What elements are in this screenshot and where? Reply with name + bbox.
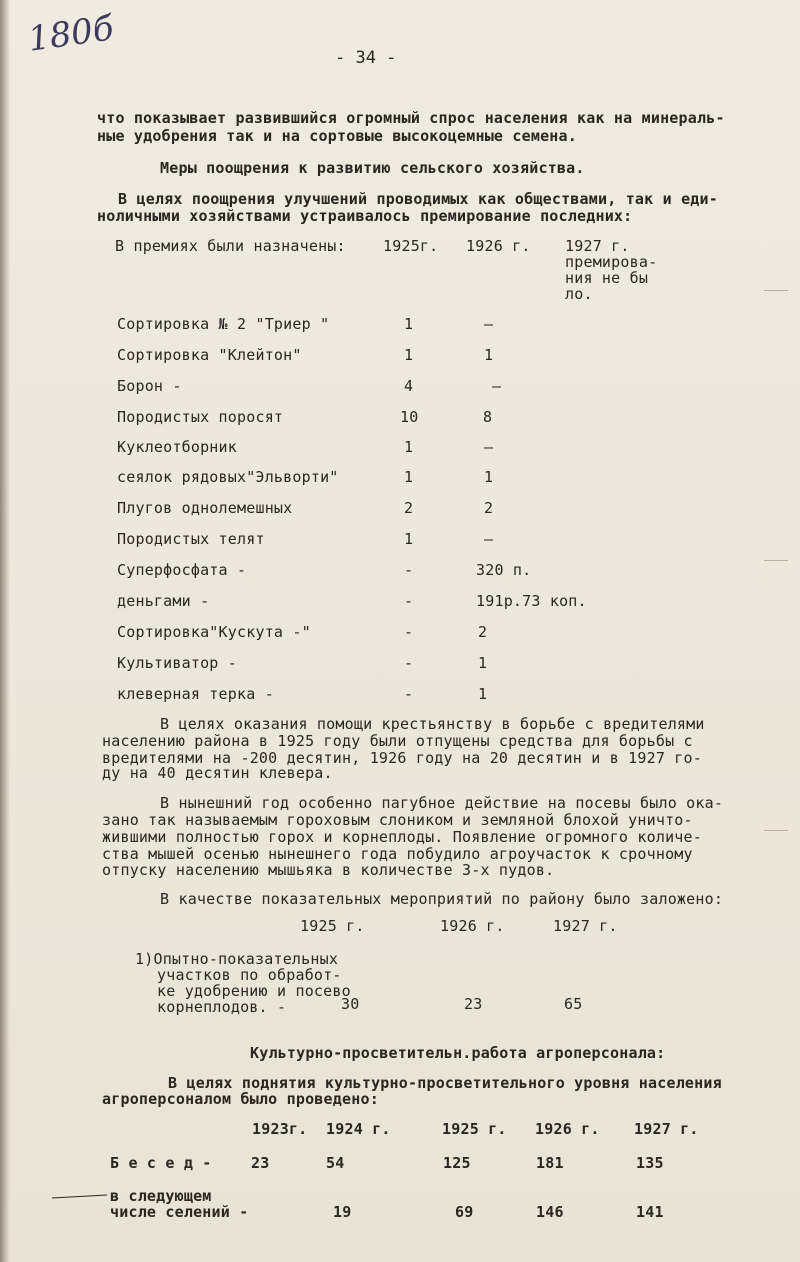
- premium-item: Породистых поросят: [117, 408, 284, 426]
- paragraph-line: вредителями на -200 десятин, 1926 году на 20 десятин и в 1927 го-: [102, 749, 702, 767]
- premium-1926: 1: [484, 346, 494, 364]
- premium-1925: 1: [404, 530, 414, 548]
- paragraph-line: отпуску населению мышьяка в количестве 3-х пудов.: [102, 861, 555, 879]
- premium-1925: 1: [404, 468, 414, 486]
- handwritten-archive-number: 180б: [25, 8, 117, 60]
- paragraph-line: В целях поощрения улучшений проводимых как обществами, так и еди-: [118, 190, 718, 208]
- premium-header-1927: ло.: [565, 285, 593, 303]
- premium-1926: –: [484, 438, 494, 456]
- premium-1925: 1: [404, 346, 414, 364]
- premium-1925: -: [404, 561, 414, 579]
- demo-value-1925: 30: [341, 995, 360, 1013]
- talks-value: 141: [636, 1203, 664, 1221]
- talks-value: 135: [636, 1154, 664, 1172]
- premium-1926: 2: [484, 499, 494, 517]
- talks-value: 54: [326, 1154, 345, 1172]
- margin-mark: [764, 830, 788, 831]
- talks-header-1924: 1924 г.: [326, 1120, 391, 1138]
- premium-item: Плугов однолемешных: [117, 499, 293, 517]
- premium-1926: –: [492, 377, 502, 395]
- premium-1925: 4: [404, 377, 414, 395]
- paragraph-line: ноличными хозяйствами устраивалось премирование последних:: [97, 207, 633, 225]
- premium-1925: -: [404, 592, 414, 610]
- paragraph-line: зано так называемым гороховым слоником и земляной блохой уничто-: [102, 811, 693, 829]
- talks-value: 23: [251, 1154, 270, 1172]
- intro-line: что показывает развившийся огромный спрос населения как на минераль-: [97, 109, 725, 127]
- premium-1926: 1: [484, 468, 494, 486]
- paragraph-line: ду на 40 десятин клевера.: [102, 764, 333, 782]
- premium-item: Сортировка "Клейтон": [117, 346, 302, 364]
- premium-1925: -: [404, 654, 414, 672]
- talks-value: 125: [443, 1154, 471, 1172]
- section-title: Культурно-просветительн.работа агроперсонала:: [250, 1044, 666, 1062]
- page-number: - 34 -: [335, 48, 397, 68]
- margin-mark: [764, 290, 788, 291]
- talks-row-label: Б е с е д -: [110, 1154, 212, 1172]
- premium-item: Куклеотборник: [117, 438, 237, 456]
- margin-mark: [764, 560, 788, 561]
- paragraph-line: жившими полностью горох и корнеплоды. Появление огромного количе-: [102, 828, 702, 846]
- demo-value-1927: 65: [564, 995, 583, 1013]
- paragraph-line: агроперсоналом было проведено:: [102, 1090, 379, 1108]
- premium-1925: 1: [404, 315, 414, 333]
- talks-value: 146: [536, 1203, 564, 1221]
- premium-item: Суперфосфата -: [117, 561, 247, 579]
- premium-header-1927: премирова-: [565, 253, 658, 271]
- talks-value: 19: [333, 1203, 352, 1221]
- premium-1926: 191р.73 коп.: [476, 592, 587, 610]
- premium-item: Породистых телят: [117, 530, 265, 548]
- premium-1925: 1: [404, 438, 414, 456]
- demo-value-1926: 23: [464, 995, 483, 1013]
- demo-header-1925: 1925 г.: [300, 917, 365, 935]
- talks-header-1925: 1925 г.: [442, 1120, 507, 1138]
- premium-1925: 10: [400, 408, 419, 426]
- talks-value: 69: [455, 1203, 474, 1221]
- paragraph-line: В целях поднятия культурно-просветительного уровня населения: [168, 1074, 722, 1092]
- talks-header-1927: 1927 г.: [634, 1120, 699, 1138]
- premium-header-1927: 1927 г.: [565, 237, 630, 255]
- premium-1926: 320 п.: [476, 561, 532, 579]
- premium-item: Сортировка № 2 "Триер ": [117, 315, 330, 333]
- premium-1925: 2: [404, 499, 414, 517]
- premium-1926: 2: [478, 623, 488, 641]
- intro-line: ные удобрения так и на сортовые высокоцемные семена.: [97, 127, 577, 145]
- demo-item-line: участков по обработ-: [157, 966, 342, 984]
- premium-1925: -: [404, 623, 414, 641]
- premium-header-1927: ния не бы: [565, 269, 649, 287]
- talks-row-label: числе селений -: [110, 1203, 249, 1221]
- premium-header-1925: 1925г.: [383, 237, 439, 255]
- premium-item: Сортировка"Кускута -": [117, 623, 311, 641]
- premium-1926: 8: [483, 408, 493, 426]
- talks-header-1923: 1923г.: [252, 1120, 308, 1138]
- margin-pen-stroke: [52, 1195, 107, 1199]
- talks-header-1926: 1926 г.: [535, 1120, 600, 1138]
- paragraph-line: ства мышей осенью нынешнего года побудило агроучасток к срочному: [102, 845, 693, 863]
- paragraph-line: населению района в 1925 году были отпущены средства для борьбы с: [102, 732, 693, 750]
- premium-item: Борон -: [117, 377, 182, 395]
- premium-item: деньгами -: [117, 592, 210, 610]
- paragraph-line: В целях оказания помощи крестьянству в борьбе с вредителями: [160, 715, 705, 733]
- demo-item-line: 1)Опытно-показательных: [135, 950, 339, 968]
- talks-row-label: в следующем: [110, 1187, 212, 1205]
- premium-1926: –: [484, 315, 494, 333]
- premium-1926: –: [484, 530, 494, 548]
- paragraph-line: В нынешний год особенно пагубное действие на посевы было ока-: [160, 794, 724, 812]
- premium-1925: -: [404, 685, 414, 703]
- demo-item-line: ке удобрению и посево: [157, 982, 351, 1000]
- premium-item: Культиватор -: [117, 654, 237, 672]
- paragraph-line: В качестве показательных мероприятий по району было заложено:: [160, 890, 724, 908]
- premium-item: клеверная терка -: [117, 685, 274, 703]
- section-title: Меры поощрения к развитию сельского хозяйства.: [160, 159, 585, 177]
- premium-1926: 1: [478, 654, 488, 672]
- premium-1926: 1: [478, 685, 488, 703]
- demo-header-1927: 1927 г.: [553, 917, 618, 935]
- talks-value: 181: [536, 1154, 564, 1172]
- demo-item-line: корнеплодов. -: [157, 998, 287, 1016]
- demo-header-1926: 1926 г.: [440, 917, 505, 935]
- premium-header-1926: 1926 г.: [466, 237, 531, 255]
- premium-header-label: В премиях были назначены:: [115, 237, 346, 255]
- premium-item: сеялок рядовых"Эльворти": [117, 468, 339, 486]
